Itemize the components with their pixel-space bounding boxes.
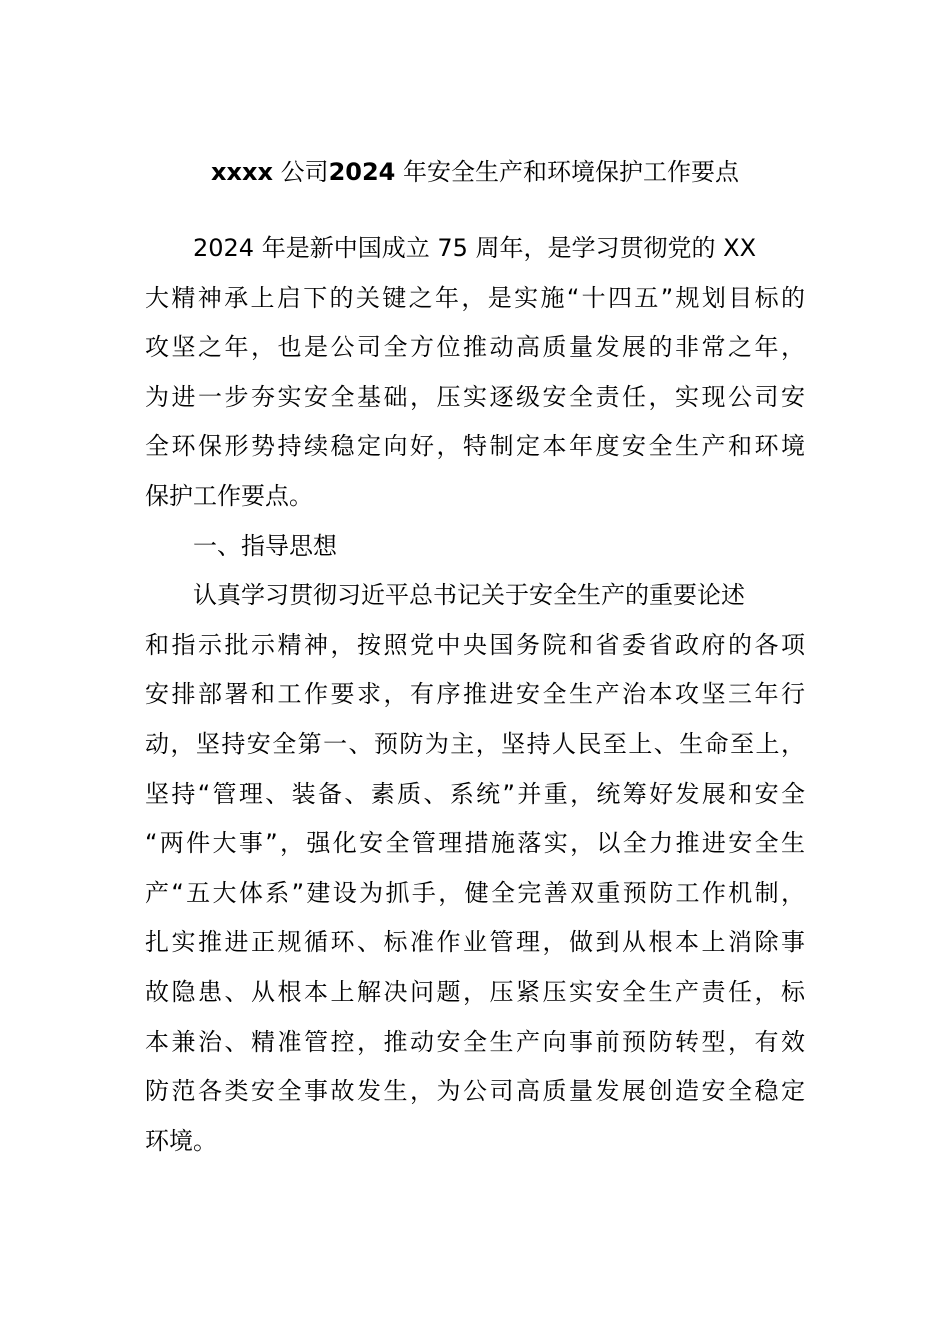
- paragraph1-line: 2024 年是新中国成立 75 周年，是学习贯彻党的 XX: [193, 234, 757, 262]
- paragraph2-line: “两件大事”，强化安全管理措施落实，以全力推进安全生: [145, 829, 805, 858]
- document-body: [145, 224, 805, 1166]
- paragraph1-line: 攻坚之年，也是公司全方位推动高质量发展的非常之年，: [145, 333, 805, 362]
- paragraph2-line: 防范各类安全事故发生，为公司高质量发展创造安全稳定: [145, 1077, 805, 1106]
- paragraph2-line: 和指示批示精神，按照党中央国务院和省委省政府的各项: [145, 630, 805, 659]
- title-rest: 年安全生产和环境保护工作要点: [403, 158, 739, 186]
- paragraph2-line: 故隐患、从根本上解决问题，压紧压实安全生产责任，标: [145, 977, 805, 1006]
- paragraph2-line: 认真学习贯彻习近平总书记关于安全生产的重要论述: [193, 581, 745, 610]
- paragraph1-line: 全环保形势持续稳定向好，特制定本年度安全生产和环境: [145, 432, 805, 461]
- paragraph2-line: 扎实推进正规循环、标准作业管理，做到从根本上消除事: [145, 928, 805, 957]
- title-year: 2024: [328, 158, 396, 186]
- section-heading: 一、指导思想: [193, 531, 337, 560]
- document-title: [0, 152, 950, 192]
- paragraph2-line: 本兼治、精准管控，推动安全生产向事前预防转型，有效: [145, 1027, 805, 1056]
- paragraph2-line: 产“五大体系”建设为抓手，健全完善双重预防工作机制，: [145, 878, 805, 907]
- paragraph1-line: 为进一步夯实安全基础，压实逐级安全责任，实现公司安: [145, 382, 805, 411]
- paragraph2-line: 环境。: [145, 1126, 217, 1155]
- paragraph2-line: 安排部署和工作要求，有序推进安全生产治本攻坚三年行: [145, 680, 805, 709]
- paragraph1-line: 大精神承上启下的关键之年，是实施“十四五”规划目标的: [145, 283, 805, 312]
- paragraph1-line: 保护工作要点。: [145, 481, 313, 510]
- title-prefix: xxxx: [211, 158, 273, 186]
- paragraph2-line: 动，坚持安全第一、预防为主，坚持人民至上、生命至上，: [145, 729, 805, 758]
- paragraph2-line: 坚持“管理、装备、素质、系统”并重，统筹好发展和安全: [145, 779, 805, 808]
- title-company: 公司: [280, 158, 329, 186]
